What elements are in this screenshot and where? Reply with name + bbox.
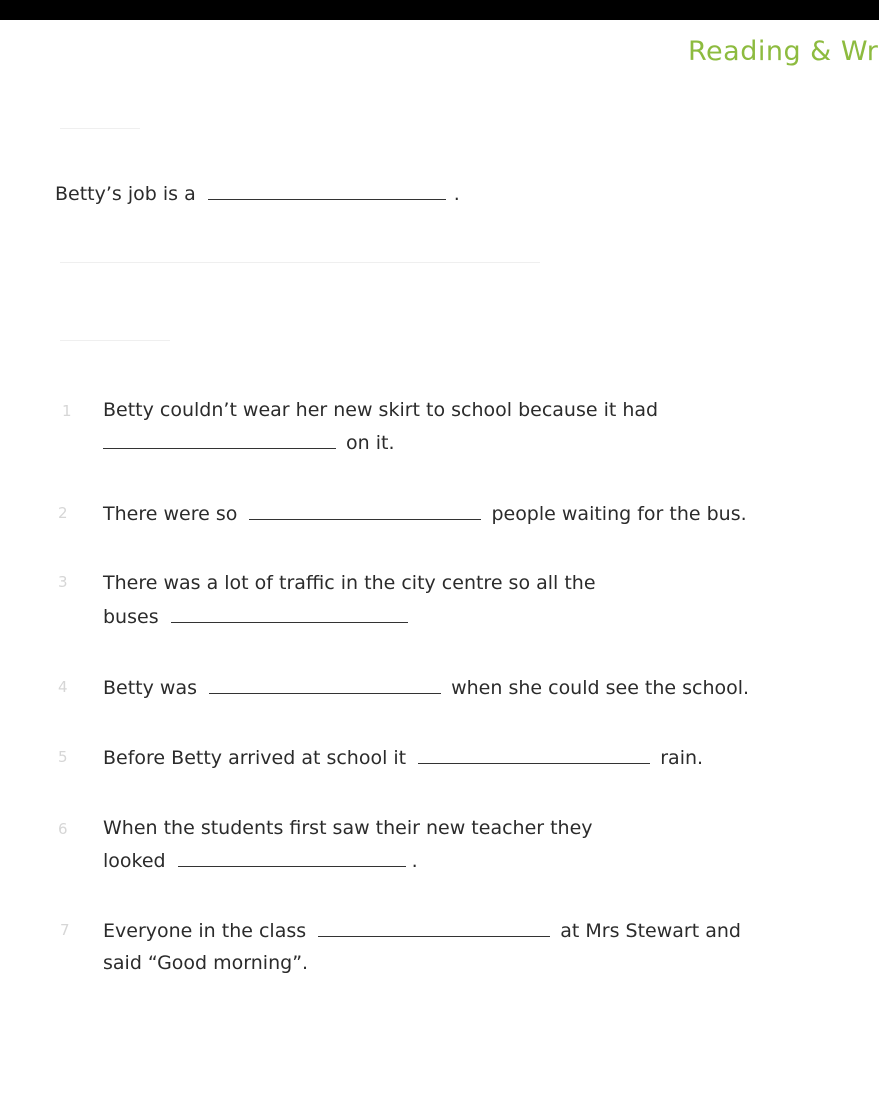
question-5-text-before: Before Betty arrived at school it: [103, 747, 407, 769]
question-6-text-before: looked: [103, 850, 166, 872]
question-number-1: 1: [62, 402, 72, 420]
question-6-end-punct: .: [411, 850, 418, 872]
question-number-7: 7: [60, 921, 70, 939]
question-number-6: 6: [58, 820, 68, 838]
question-1-answer-blank[interactable]: [103, 430, 336, 449]
question-3-text: There was a lot of traffic in the city centre so all the: [103, 572, 596, 594]
question-1-line-2: [103, 430, 395, 455]
page-header-title: Reading & Wr: [688, 36, 879, 67]
question-6-line-1: [103, 816, 593, 840]
question-5-text-after: rain.: [660, 747, 704, 769]
intro-end-punct: .: [453, 183, 460, 205]
question-4-text-after: when she could see the school.: [451, 677, 750, 699]
question-6-line-2: [103, 848, 418, 873]
faint-artifact-line: [60, 340, 170, 341]
question-1-text-after: on it.: [346, 432, 395, 454]
question-2-text-before: There were so: [103, 503, 238, 525]
question-5-line-1: [103, 745, 703, 770]
question-2-text-after: people waiting for the bus.: [491, 503, 747, 525]
question-number-4: 4: [58, 678, 68, 696]
question-4-text-before: Betty was: [103, 677, 197, 699]
question-6-answer-blank[interactable]: [178, 848, 406, 867]
question-number-3: 3: [58, 573, 68, 591]
question-4-answer-blank[interactable]: [209, 675, 441, 694]
question-7-text-after: at Mrs Stewart and: [560, 920, 741, 942]
faint-artifact-line: [60, 262, 540, 263]
faint-artifact-line: [60, 128, 140, 129]
question-6-text: When the students first saw their new teacher they: [103, 817, 593, 839]
question-2-line-1: [103, 501, 747, 526]
question-7-answer-blank[interactable]: [318, 918, 550, 937]
question-1-line-1: [103, 398, 658, 422]
question-5-answer-blank[interactable]: [418, 745, 650, 764]
question-number-5: 5: [58, 748, 68, 766]
question-number-2: 2: [58, 504, 68, 522]
question-7-text-line-2: said “Good morning”.: [103, 952, 309, 974]
question-4-line-1: [103, 675, 749, 700]
question-2-answer-blank[interactable]: [249, 501, 481, 520]
question-7-text-before: Everyone in the class: [103, 920, 307, 942]
top-black-bar: [0, 0, 879, 20]
intro-sentence: [55, 181, 460, 206]
question-3-line-1: [103, 571, 596, 595]
question-7-line-2: [103, 951, 308, 975]
intro-answer-blank[interactable]: [208, 181, 446, 200]
question-3-answer-blank[interactable]: [171, 604, 408, 623]
question-3-line-2: [103, 604, 408, 629]
question-3-text-before: buses: [103, 606, 159, 628]
intro-text: Betty’s job is a: [55, 183, 196, 205]
question-7-line-1: [103, 918, 741, 943]
question-1-text: Betty couldn’t wear her new skirt to school because it had: [103, 399, 659, 421]
